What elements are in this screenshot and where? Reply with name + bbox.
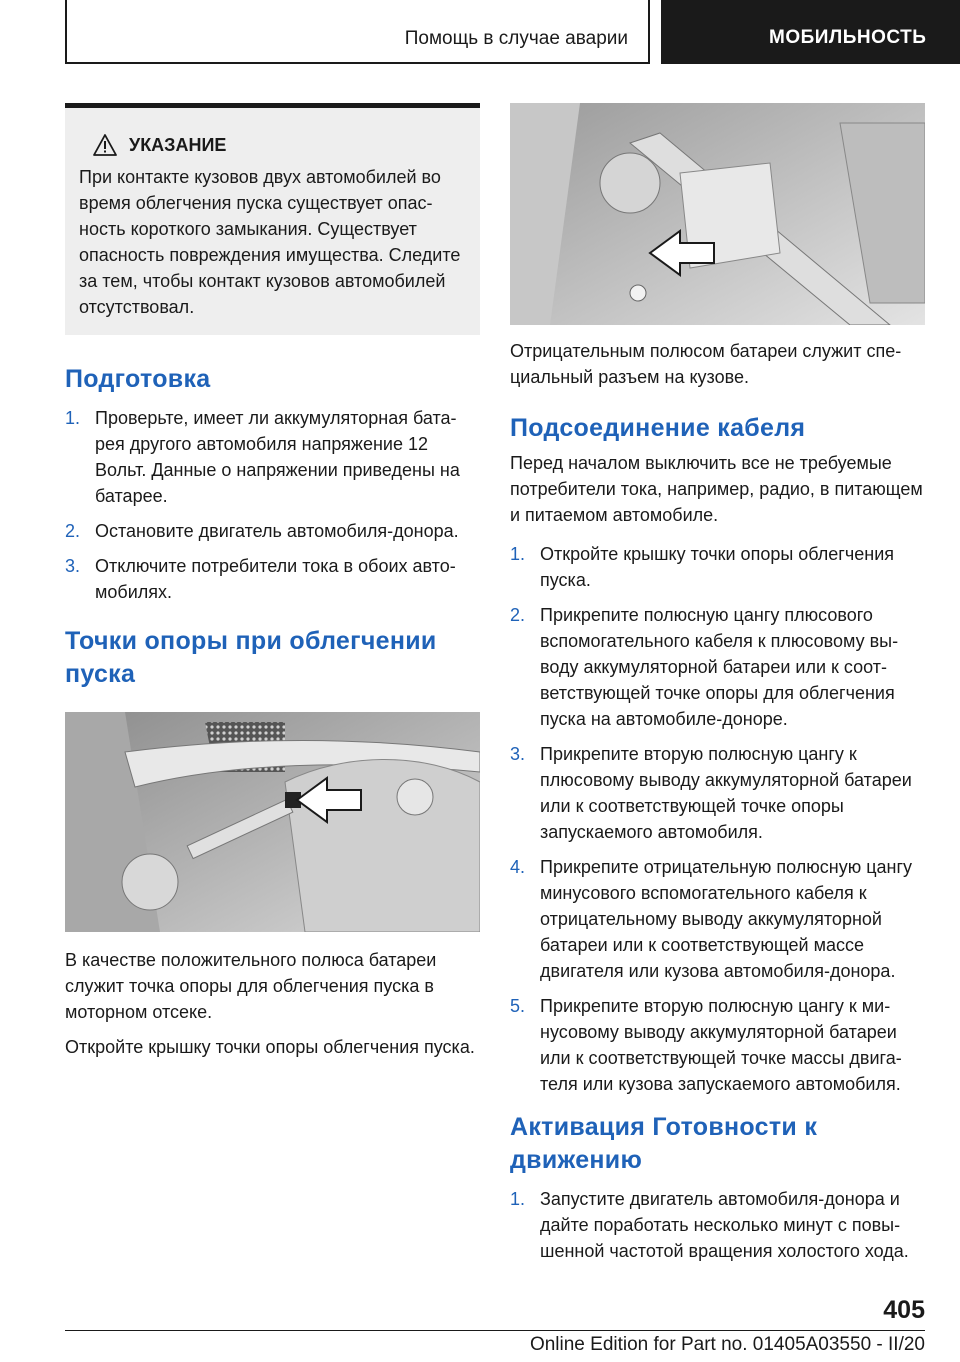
step-text: Прикрепите отрицательную полюсную цангу минусового вспомогательного кабеля к отрицательному выводу аккумуляторной батареи или к соответствующей массе двигателя или кузова автомобиля-донора. [540,857,913,981]
step-text: Прикрепите вторую полюсную цангу к плюсовому выводу аккумуляторной батареи или к соответствующей точке опоры запускаемого автомобиля. [540,744,912,842]
step-text: Остановите двигатель автомобиля-донора. [95,521,459,541]
list-item [65,405,480,509]
negative-pole-caption: Отрицательным полюсом батареи служит специальный разъем на кузове. [510,341,902,387]
step-number: 1. [510,544,526,564]
list-item [65,518,480,544]
page-number: 405 [883,1296,925,1324]
step-text: Прикрепите вторую полюсную цангу к минусовому выводу аккумуляторной батареи или к соответствующей точке массы двигателя или кузова запускаемого автомобиля. [540,996,902,1094]
step-text: Прикрепите полюсную цангу плюсового вспомогательного кабеля к плюсовому выводу аккумуляторной батареи или к соответствующей точке опоры для облегчения пуска на автомобиле-доноре. [540,605,899,729]
step-number: 2. [510,605,526,625]
activation-steps [510,1186,925,1264]
heading-support-points: Точки опоры при облегчении пуска [65,627,437,688]
engine-bay-photo-positive [65,712,480,932]
footer-divider [65,1330,925,1331]
step-number: 5. [510,996,526,1016]
step-number: 4. [510,857,526,877]
heading-cable-connection: Подсоединение кабеля [510,414,806,442]
header-section-title: Помощь в случае аварии [404,28,628,49]
list-item [65,553,480,605]
step-text: Откройте крышку точки опоры облегчения пуска. [540,544,894,590]
step-number: 3. [510,744,526,764]
step-text: Проверьте, имеет ли аккумуляторная батарея другого автомобиля напряжение 12 Вольт. Данные о напряжении приведены на батарее. [95,408,460,506]
warning-text: При контакте кузовов двух автомобилей во время облегчения пуска существует опасность короткого замыкания. Существует опасность повреждения имущества. Следите за тем, чтобы контакт кузовов автомобилей отсутствовал. [79,167,461,317]
list-item [510,1186,925,1264]
step-number: 3. [65,556,81,576]
preparation-steps [65,405,480,605]
step-text: Отключите потребители тока в обоих автомобилях. [95,556,456,602]
heading-preparation: Подготовка [65,365,211,393]
step-number: 2. [65,521,81,541]
footer-edition: Online Edition for Part no. 01405A03550 - II/20 [529,1334,925,1355]
body-ground-illustration [510,103,925,325]
warning-box [65,103,480,335]
warning-title-text: УКАЗАНИЕ [129,134,227,155]
left-column [65,103,480,1060]
engine-bay-illustration [65,712,480,932]
warning-title [93,134,466,156]
header-section-box [65,0,650,64]
support-caption-open: Откройте крышку точки опоры облегчения пуска. [65,1037,475,1057]
list-item [510,602,925,732]
heading-activation: Активация Готовности к движению [510,1113,818,1174]
support-caption-positive: В качестве положительного полюса батареи служит точка опоры для облегчения пуска в моторном отсеке. [65,950,437,1022]
header-chapter-tab: МОБИЛЬНОСТЬ [661,0,960,64]
cable-steps [510,541,925,1097]
warning-triangle-icon [93,134,117,156]
step-number: 1. [510,1189,526,1209]
list-item [510,741,925,845]
step-number: 1. [65,408,81,428]
list-item [510,854,925,984]
step-text: Запустите двигатель автомобиля-донора и дайте поработать несколько минут с повышенной частотой вращения холостого хода. [540,1189,909,1261]
list-item [510,541,925,593]
engine-bay-photo-negative [510,103,925,325]
list-item [510,993,925,1097]
cable-intro: Перед началом выключить все не требуемые потребители тока, например, радио, в питающем и питаемом автомобиле. [510,453,923,525]
right-column [510,103,925,1273]
